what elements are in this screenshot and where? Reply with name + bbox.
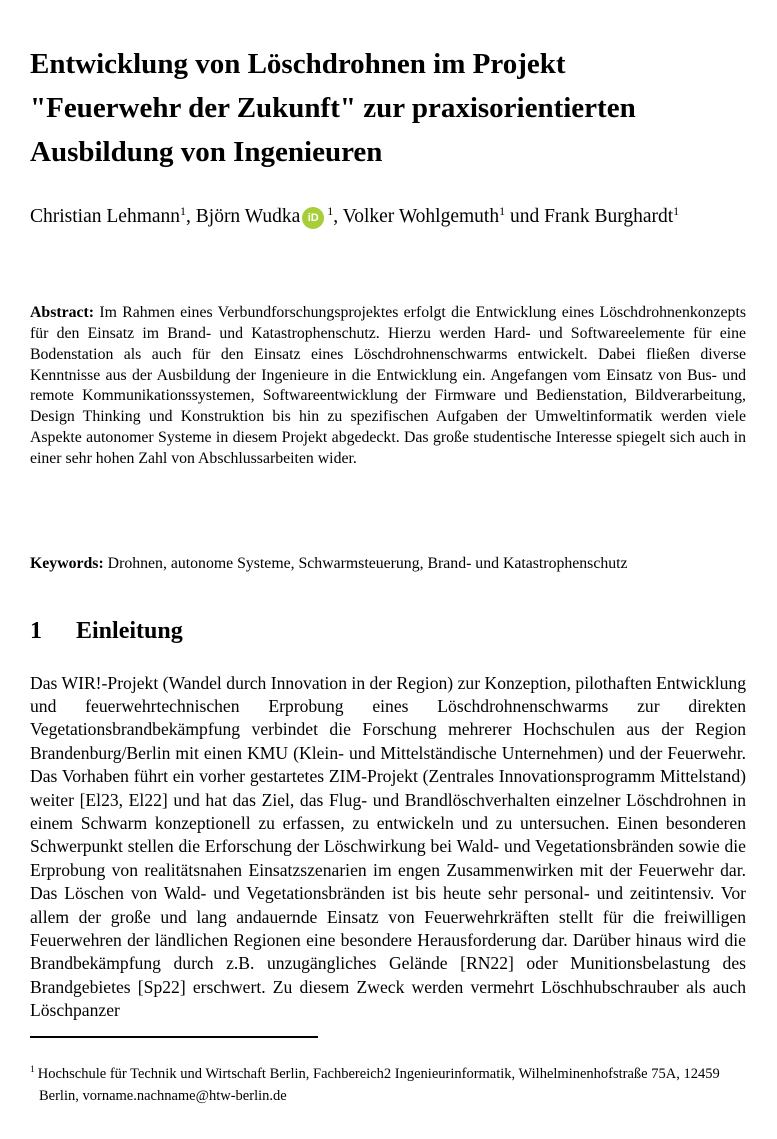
- paper-title-line-1: Entwicklung von Löschdrohnen im Projekt: [30, 48, 566, 80]
- author-separator: ,: [186, 206, 196, 227]
- keywords-label: Keywords:: [30, 554, 104, 572]
- paper-title-line-3: Ausbildung von Ingenieuren: [30, 136, 383, 168]
- author-name: Volker Wohlgemuth: [342, 206, 500, 227]
- author-affiliation-marker: 1: [673, 204, 680, 218]
- section-title: Einleitung: [76, 617, 183, 644]
- body-paragraph: Das WIR!-Projekt (Wandel durch Innovation in der Region) zur Konzeption, pilothaften Entwicklung und feuerwehrtechnischen Erprobung eines Löschdrohnenschwarms zur direkten Vegetationsbrandbekämpfung verbindet die Forschung mehrerer Hochschulen aus der Region Brandenburg/Berlin mit einen KMU (Klein- und Mittelständische Unternehmen) und der Feuerwehr. Das Vorhaben führt ein vorher gestartetes ZIM-Projekt (Zentrales Innovationsprogramm Mittelstand) weiter [El23, El22] und hat das Ziel, das Flug- und Brandlöschverhalten einzelner Löschdrohnen in einem Schwarm konzeptionell zu erfassen, zu entwickeln und zu untersuchen. Einen besonderen Schwerpunkt stellen die Erforschung der Löschwirkung bei Wald- und Vegetationsbränden sowie die Erprobung von realitätsnahen Einsatzszenarien im engen Zusammenwirken mit der Feuerwehr dar. Das Löschen von Wald- und Vegetationsbränden ist bis heute sehr personal- und zeitintensiv. Vor allem der große und lang andauernde Einsatz von Feuerwehrkräften stellt für die freiwilligen Feuerwehren der ländlichen Regionen eine besondere Herausforderung dar. Darüber hinaus wird die Brandbekämpfung durch z.B. unzugängliches Gelände [RN22] oder Munitionsbelastung des Brandgebietes [Sp22] erschwert. Zu diesem Zweck werden vermehrt Löschhubschrauber als auch Löschpanzer: [30, 672, 746, 1021]
- keywords-line: [30, 553, 746, 574]
- author-separator: ,: [333, 206, 343, 227]
- author-name: Frank Burghardt: [544, 206, 674, 227]
- author-affiliation-marker: 1: [327, 204, 334, 218]
- abstract-text: Im Rahmen eines Verbundforschungsprojektes erfolgt die Entwicklung eines Löschdrohnenkonzepts für den Einsatz im Brand- und Katastrophenschutz. Hierzu werden Hard- und Softwareelemente für eine Bodenstation als auch für den Einsatz eines Löschdrohnenschwarms entwickelt. Dabei fließen diverse Kenntnisse aus der Ausbildung der Ingenieure in die Entwicklung ein. Angefangen vom Einsatz von Bus- und remote Kommunikationssystemen, Softwareentwicklung der Firmware und Bedienstation, Bildverarbeitung, Design Thinking und Konstruktion bis hin zu spezifischen Aufgaben der Umweltinformatik werden viele Aspekte autonomer Systeme in diesem Projekt abgedeckt. Das große studentische Interesse spiegelt sich auch in einer sehr hohen Zahl von Abschlussarbeiten wider.: [30, 303, 746, 468]
- footnote-separator-rule: [30, 1036, 318, 1038]
- author-affiliation-marker: 1: [180, 204, 187, 218]
- author-name: Christian Lehmann: [30, 206, 181, 227]
- orcid-icon[interactable]: iD: [302, 207, 324, 229]
- paper-title: [30, 42, 720, 174]
- author-affiliation-marker: 1: [499, 204, 506, 218]
- section-heading-einleitung: [30, 616, 746, 646]
- paper-title-line-2: "Feuerwehr der Zukunft" zur praxisorientierten: [30, 92, 636, 124]
- footnote-text: Hochschule für Technik und Wirtschaft Berlin, Fachbereich2 Ingenieurinformatik, Wilhelminenhofstraße 75A, 12459 Berlin, vorname.nachname@htw-berlin.de: [37, 1065, 720, 1104]
- authors-line: [30, 196, 750, 232]
- author-separator: und: [505, 206, 545, 227]
- abstract-label: Abstract:: [30, 303, 95, 321]
- keywords-text: Drohnen, autonome Systeme, Schwarmsteuerung, Brand- und Katastrophenschutz: [107, 554, 628, 572]
- abstract-paragraph: [30, 303, 746, 470]
- footnote: [30, 1059, 731, 1107]
- author-name: Björn Wudka: [195, 206, 301, 227]
- section-number: 1: [30, 617, 42, 644]
- footnote-marker: 1: [30, 1064, 35, 1075]
